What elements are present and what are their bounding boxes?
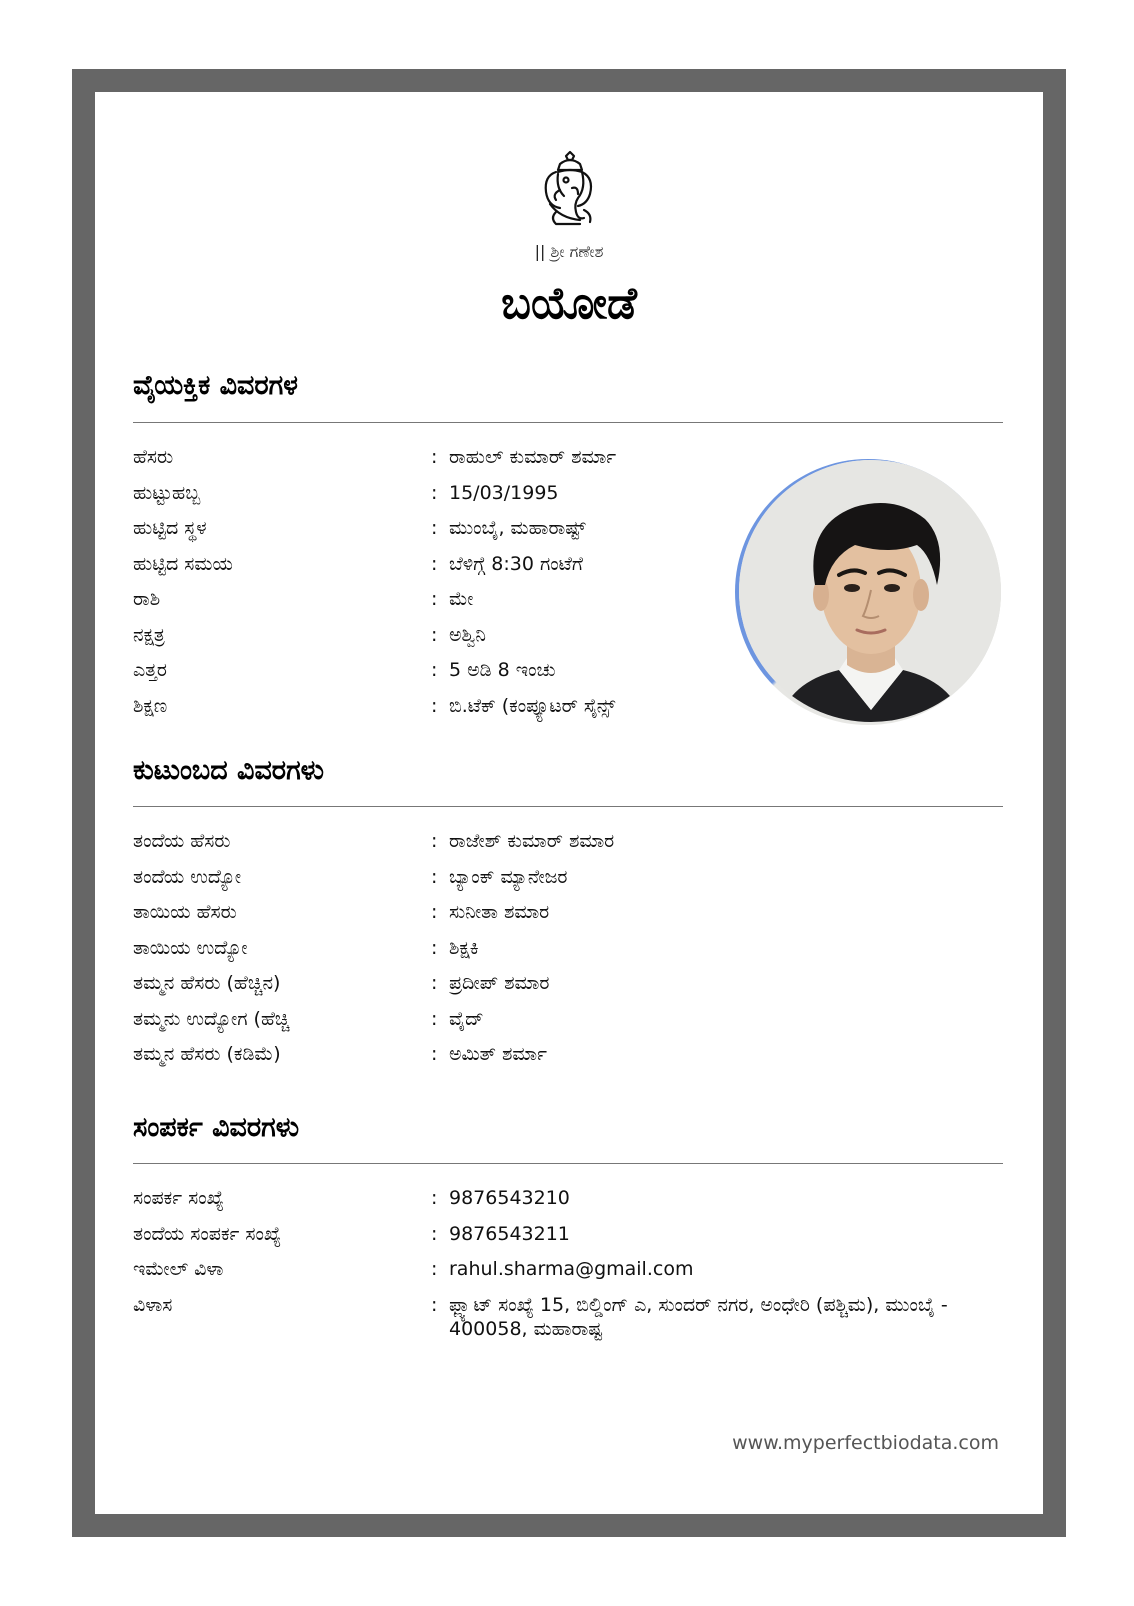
row-value: ಮೇ — [449, 588, 474, 610]
detail-row-father-name — [133, 829, 1003, 865]
row-value: ಫ್ಲ್ಯಾಟ್ ಸಂಖ್ಯೆ 15, ಬಿಲ್ಡಿಂಗ್ ಎ, ಸುಂದರ್ ನಗರ, ಅಂಧೇರಿ (ಪಶ್ಚಿಮ), ಮುಂಬೈ - 400058, ಮಹಾರಾಷ್ಟ — [449, 1293, 948, 1340]
row-colon: : — [431, 659, 438, 681]
row-label: ತಾಯಿಯ ಹೆಸರು — [133, 901, 237, 923]
website-footer[interactable]: www.myperfectbiodata.com — [732, 1432, 999, 1454]
row-label: ರಾಶಿ — [133, 588, 161, 610]
profile-photo-image — [739, 460, 1001, 722]
row-colon: : — [431, 481, 438, 504]
detail-row-mother-occupation — [133, 936, 1003, 972]
row-value: 9876543210 — [449, 1187, 570, 1209]
row-colon: : — [431, 623, 438, 646]
family-divider — [133, 806, 1003, 807]
row-colon: : — [431, 552, 438, 575]
row-value: ಅಶ್ವಿನಿ — [449, 623, 486, 646]
detail-row-elder-brother-name — [133, 971, 1003, 1007]
row-colon: : — [431, 865, 438, 888]
contact-section-title: ಸಂಪರ್ಕ ವಿವರಗಳು — [133, 1112, 300, 1143]
row-value: ಬಿ.ಟೆಕ್ (ಕಂಪ್ಯೂಟರ್ ಸೈನ್ಸ್ — [449, 694, 616, 717]
row-value: ಬ್ಯಾಂಕ್ ಮ್ಯಾನೇಜರ — [449, 865, 568, 888]
row-value: 9876543211 — [449, 1222, 570, 1245]
row-colon: : — [431, 694, 438, 717]
row-value: ಬೆಳಿಗ್ಗೆ 8:30 ಗಂಟೆಗೆ — [449, 552, 583, 575]
row-label: ಇಮೇಲ್ ವಿಳಾ — [133, 1258, 224, 1280]
row-colon: : — [431, 972, 438, 994]
row-label: ವಿಳಾಸ — [133, 1293, 173, 1316]
row-colon: : — [431, 936, 438, 959]
row-label: ತಮ್ಮನ ಹೆಸರು (ಕಡಿಮೆ) — [133, 1043, 281, 1065]
contact-divider — [133, 1163, 1003, 1164]
row-colon: : — [431, 1222, 438, 1245]
row-label: ತಂದೆಯ ಉದ್ಯೋ — [133, 865, 242, 888]
row-colon: : — [431, 901, 438, 923]
detail-row-mother-name — [133, 900, 1003, 936]
detail-row-father-occupation — [133, 865, 1003, 901]
profile-photo — [735, 459, 1001, 725]
ganesha-icon — [536, 150, 600, 228]
row-colon: : — [431, 517, 438, 539]
row-label: ತಂದೆಯ ಸಂಪರ್ಕ ಸಂಖ್ಯೆ — [133, 1222, 282, 1245]
row-colon: : — [431, 1187, 438, 1209]
row-label: ತಂದೆಯ ಹೆಸರು — [133, 830, 231, 852]
row-value: ಶಿಕ್ಷಕಿ — [449, 936, 479, 959]
email-link[interactable]: rahul.sharma@gmail.com — [449, 1258, 694, 1280]
row-label: ಹುಟ್ಟುಹಬ್ಬ — [133, 481, 201, 504]
page-title: ಬಯೋಡೆ — [501, 278, 637, 329]
row-value: ಪ್ರದೀಪ್ ಶಮಾರ — [449, 972, 550, 994]
personal-section-title: ವೈಯಕ್ತಿಕ ವಿವರಗಳ — [133, 370, 298, 401]
family-section-title: ಕುಟುಂಬದ ವಿವರಗಳು — [133, 755, 324, 786]
detail-row-email[interactable] — [133, 1257, 1003, 1293]
row-label: ತಮ್ಮನು ಉದ್ಯೋಗ (ಹೆಚ್ಚಿ — [133, 1007, 290, 1030]
detail-row-address — [133, 1293, 1003, 1340]
row-colon: : — [431, 1293, 438, 1316]
portrait-illustration — [739, 460, 1001, 722]
row-value: 15/03/1995 — [449, 481, 559, 504]
row-label: ಶಿಕ್ಷಣ — [133, 694, 168, 717]
detail-row-contact-number — [133, 1186, 1003, 1222]
row-value: ಸುನೀತಾ ಶಮಾರ — [449, 901, 550, 923]
personal-divider — [133, 422, 1003, 423]
invocation-text: || ಶ್ರೀ ಗಣೇಶ — [534, 242, 604, 261]
row-colon: : — [431, 1043, 438, 1065]
row-colon: : — [431, 588, 438, 610]
row-label: ತಾಯಿಯ ಉದ್ಯೋ — [133, 936, 248, 959]
row-value: ವೈದ್ — [449, 1007, 484, 1030]
row-label: ಹೆಸರು — [133, 446, 174, 468]
contact-details-list — [133, 1186, 1003, 1340]
row-label: ಹುಟ್ಟಿದ ಸ್ಥಳ — [133, 517, 207, 539]
row-label: ಹುಟ್ಟಿದ ಸಮಯ — [133, 552, 233, 575]
row-value: 5 ಅಡಿ 8 ಇಂಚು — [449, 659, 556, 681]
row-value: ಮುಂಬೈ, ಮಹಾರಾಷ್ಟ್ — [449, 517, 586, 539]
row-colon: : — [431, 1258, 438, 1280]
row-label: ಸಂಪರ್ಕ ಸಂಖ್ಯೆ — [133, 1187, 224, 1209]
row-label: ಎತ್ತರ — [133, 659, 167, 681]
row-label: ತಮ್ಮನ ಹೆಸರು (ಹೆಚ್ಚಿನ) — [133, 972, 281, 994]
row-colon: : — [431, 1007, 438, 1030]
row-colon: : — [431, 446, 438, 468]
biodata-page — [95, 92, 1043, 1514]
detail-row-younger-brother-name — [133, 1042, 1003, 1078]
detail-row-father-contact — [133, 1222, 1003, 1258]
row-value: ರಾಜೇಶ್ ಕುಮಾರ್ ಶಮಾರ — [449, 830, 615, 852]
detail-row-elder-brother-occupation — [133, 1007, 1003, 1043]
family-details-list — [133, 829, 1003, 1078]
row-value: ಅಮಿತ್ ಶರ್ಮಾ — [449, 1043, 547, 1065]
row-value: ರಾಹುಲ್ ಕುಮಾರ್ ಶರ್ಮಾ — [449, 446, 617, 468]
row-label: ನಕ್ಷತ್ರ — [133, 623, 165, 646]
row-colon: : — [431, 830, 438, 852]
